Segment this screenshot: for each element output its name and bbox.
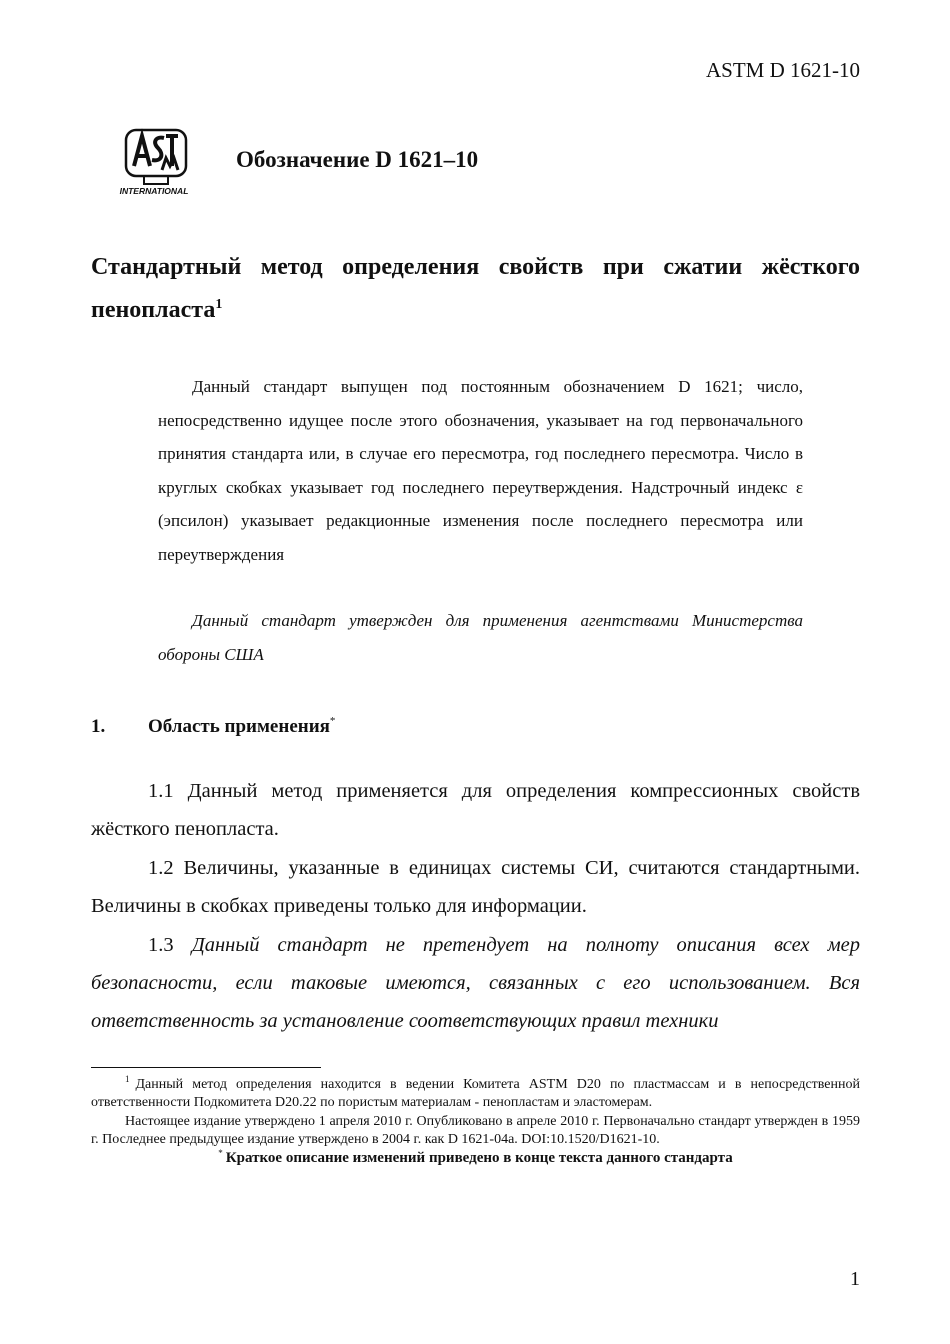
designation-heading: Обозначение D 1621–10 <box>236 147 479 172</box>
footnote-mark: 1 <box>125 1074 130 1084</box>
paragraph-text: Величины, указанные в единицах системы СИ, считаются стандартными. Величины в скобках приведены только для информации. <box>91 856 861 918</box>
section-number: 1. <box>91 716 106 737</box>
paragraph-text: Данный метод применяется для определения компрессионных свойств жёсткого пенопласта. <box>91 780 861 841</box>
astm-logo-caption: INTERNATIONAL <box>119 186 189 196</box>
paragraph-1-2 <box>91 849 860 926</box>
paragraph-number: 1.1 <box>148 780 174 802</box>
defense-approval-notice: Данный стандарт утвержден для применения агентствами Министерства обороны США <box>158 611 803 664</box>
title-footnote-mark: 1 <box>215 297 223 312</box>
footnote-changes <box>91 1150 860 1168</box>
footnote-text: Данный метод определения находится в ведении Комитета ASTM D20 по пластмассам и в непосредственной ответственности Подкомитета D20.22 по пористым материалам - пенопластам и эластомерам. <box>91 1077 860 1110</box>
paragraph-number: 1.2 <box>148 856 174 879</box>
paragraph-1-1 <box>91 772 860 849</box>
section-title-mark: * <box>329 715 336 727</box>
document-title <box>91 246 860 332</box>
issue-notice: Данный стандарт выпущен под постоянным обозначением D 1621; число, непосредственно идущее после этого обозначения, указывает на год первоначального принятия стандарта или, в случае его пересмотра, год последнего пересмотра. Число в круглых скобках указывает год последнего переутверждения. Надстрочный индекс ε (эпсилон) указывает редакционные изменения после последнего пересмотра или переутверждения <box>158 377 803 564</box>
footnote-1-edition: Настоящее издание утверждено 1 апреля 2010 г. Опубликовано в апреле 2010 г. Первоначально стандарт утвержден в 1959 г. Последнее предыдущее издание утверждено в 2004 г. как D 1621-04a. DOI:10.1520/D1621-10. <box>91 1114 860 1147</box>
footnote-1 <box>91 1076 860 1111</box>
footnote-divider <box>91 1067 321 1068</box>
footnotes <box>91 1076 860 1183</box>
paragraph-1-3 <box>91 926 860 1041</box>
section-title <box>148 716 335 738</box>
section-title-text: Область применения <box>148 716 330 737</box>
page-number: 1 <box>850 1268 860 1290</box>
paragraph-number: 1.3 <box>148 933 174 956</box>
section-body <box>91 772 860 1041</box>
paragraph-text: Данный стандарт не претендует на полноту описания всех мер безопасности, если таковые имеются, связанных с его использованием. Вся ответственность за установление соответствующих правил техники <box>91 933 860 1033</box>
footnote-text: Краткое описание изменений приведено в конце текста данного стандарта <box>225 1150 733 1166</box>
title-text: Стандартный метод определения свойств при сжатии жёсткого пенопласта <box>91 254 860 323</box>
astm-logo <box>112 126 196 198</box>
footnote-mark: * <box>218 1148 223 1158</box>
document-code: ASTM D 1621-10 <box>705 58 860 82</box>
